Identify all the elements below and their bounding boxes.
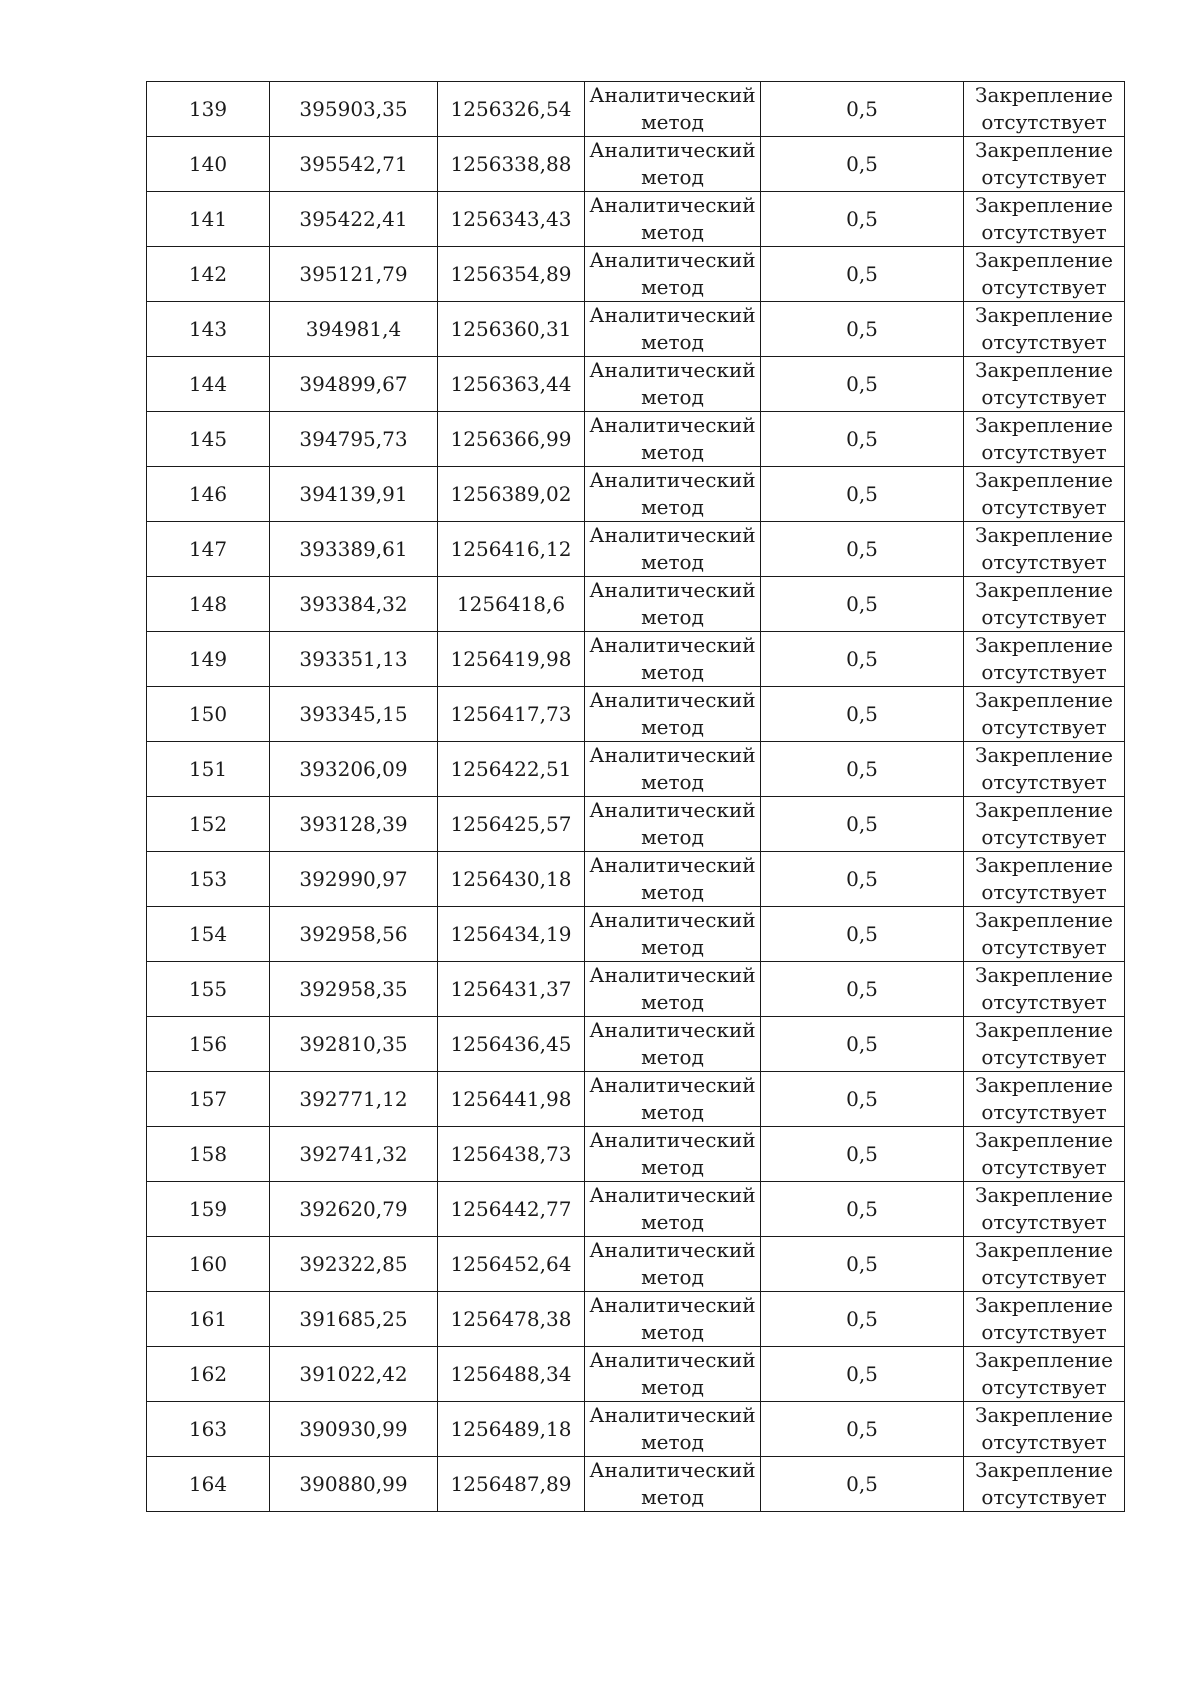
method-cell-line-2: метод <box>641 990 704 1014</box>
fixing-cell <box>964 1072 1125 1127</box>
method-cell-line-2: метод <box>641 1045 704 1069</box>
y-coordinate-cell: 1256478,38 <box>438 1292 585 1347</box>
table-row <box>147 1292 1125 1347</box>
fixing-cell-line-2: отсутствует <box>981 110 1107 134</box>
accuracy-cell: 0,5 <box>761 1402 964 1457</box>
coordinates-table <box>146 81 1125 1512</box>
fixing-cell <box>964 577 1125 632</box>
y-coordinate-cell: 1256419,98 <box>438 632 585 687</box>
method-cell <box>585 1237 761 1292</box>
y-coordinate-cell: 1256488,34 <box>438 1347 585 1402</box>
fixing-cell-line-1: Закрепление <box>975 853 1113 877</box>
accuracy-cell: 0,5 <box>761 522 964 577</box>
accuracy-cell: 0,5 <box>761 1182 964 1237</box>
fixing-cell-line-2: отсутствует <box>981 275 1107 299</box>
method-cell <box>585 412 761 467</box>
fixing-cell-line-1: Закрепление <box>975 248 1113 272</box>
method-cell <box>585 302 761 357</box>
table-row <box>147 357 1125 412</box>
fixing-cell <box>964 687 1125 742</box>
point-number-cell: 149 <box>147 632 270 687</box>
y-coordinate-cell: 1256418,6 <box>438 577 585 632</box>
table-row <box>147 907 1125 962</box>
fixing-cell-line-2: отсутствует <box>981 1485 1107 1509</box>
accuracy-cell: 0,5 <box>761 1237 964 1292</box>
table-row <box>147 467 1125 522</box>
point-number-cell: 164 <box>147 1457 270 1512</box>
method-cell-line-2: метод <box>641 1210 704 1234</box>
fixing-cell-line-1: Закрепление <box>975 1238 1113 1262</box>
fixing-cell <box>964 1182 1125 1237</box>
fixing-cell-line-1: Закрепление <box>975 578 1113 602</box>
accuracy-cell: 0,5 <box>761 577 964 632</box>
fixing-cell <box>964 852 1125 907</box>
point-number-cell: 161 <box>147 1292 270 1347</box>
method-cell <box>585 137 761 192</box>
point-number-cell: 151 <box>147 742 270 797</box>
y-coordinate-cell: 1256416,12 <box>438 522 585 577</box>
x-coordinate-cell: 395121,79 <box>270 247 438 302</box>
method-cell <box>585 797 761 852</box>
y-coordinate-cell: 1256430,18 <box>438 852 585 907</box>
fixing-cell-line-1: Закрепление <box>975 798 1113 822</box>
method-cell-line-2: метод <box>641 220 704 244</box>
method-cell-line-1: Аналитический <box>589 1403 756 1427</box>
x-coordinate-cell: 393345,15 <box>270 687 438 742</box>
method-cell <box>585 1292 761 1347</box>
x-coordinate-cell: 392810,35 <box>270 1017 438 1072</box>
method-cell-line-1: Аналитический <box>589 1458 756 1482</box>
fixing-cell-line-2: отсутствует <box>981 605 1107 629</box>
accuracy-cell: 0,5 <box>761 797 964 852</box>
accuracy-cell: 0,5 <box>761 1347 964 1402</box>
method-cell <box>585 1182 761 1237</box>
y-coordinate-cell: 1256434,19 <box>438 907 585 962</box>
method-cell-line-2: метод <box>641 715 704 739</box>
point-number-cell: 150 <box>147 687 270 742</box>
y-coordinate-cell: 1256441,98 <box>438 1072 585 1127</box>
method-cell <box>585 687 761 742</box>
fixing-cell-line-1: Закрепление <box>975 523 1113 547</box>
method-cell-line-1: Аналитический <box>589 908 756 932</box>
x-coordinate-cell: 390930,99 <box>270 1402 438 1457</box>
method-cell-line-2: метод <box>641 935 704 959</box>
x-coordinate-cell: 394795,73 <box>270 412 438 467</box>
table-row <box>147 247 1125 302</box>
fixing-cell-line-2: отсутствует <box>981 165 1107 189</box>
accuracy-cell: 0,5 <box>761 962 964 1017</box>
x-coordinate-cell: 394981,4 <box>270 302 438 357</box>
fixing-cell-line-1: Закрепление <box>975 1293 1113 1317</box>
y-coordinate-cell: 1256489,18 <box>438 1402 585 1457</box>
x-coordinate-cell: 391685,25 <box>270 1292 438 1347</box>
method-cell-line-2: метод <box>641 165 704 189</box>
fixing-cell <box>964 192 1125 247</box>
method-cell <box>585 962 761 1017</box>
point-number-cell: 141 <box>147 192 270 247</box>
method-cell-line-2: метод <box>641 550 704 574</box>
method-cell-line-1: Аналитический <box>589 743 756 767</box>
method-cell-line-2: метод <box>641 1430 704 1454</box>
point-number-cell: 153 <box>147 852 270 907</box>
accuracy-cell: 0,5 <box>761 82 964 137</box>
fixing-cell-line-2: отсутствует <box>981 385 1107 409</box>
method-cell-line-1: Аналитический <box>589 1128 756 1152</box>
fixing-cell-line-1: Закрепление <box>975 908 1113 932</box>
method-cell <box>585 247 761 302</box>
fixing-cell <box>964 1127 1125 1182</box>
method-cell-line-1: Аналитический <box>589 248 756 272</box>
fixing-cell-line-2: отсутствует <box>981 990 1107 1014</box>
x-coordinate-cell: 395422,41 <box>270 192 438 247</box>
method-cell-line-2: метод <box>641 1100 704 1124</box>
fixing-cell-line-1: Закрепление <box>975 193 1113 217</box>
fixing-cell <box>964 1237 1125 1292</box>
method-cell <box>585 632 761 687</box>
y-coordinate-cell: 1256343,43 <box>438 192 585 247</box>
table-row <box>147 412 1125 467</box>
method-cell <box>585 82 761 137</box>
fixing-cell-line-2: отсутствует <box>981 330 1107 354</box>
method-cell-line-1: Аналитический <box>589 303 756 327</box>
table-row <box>147 852 1125 907</box>
method-cell <box>585 467 761 522</box>
fixing-cell <box>964 1347 1125 1402</box>
point-number-cell: 147 <box>147 522 270 577</box>
method-cell-line-1: Аналитический <box>589 468 756 492</box>
fixing-cell-line-1: Закрепление <box>975 303 1113 327</box>
y-coordinate-cell: 1256366,99 <box>438 412 585 467</box>
y-coordinate-cell: 1256326,54 <box>438 82 585 137</box>
method-cell-line-1: Аналитический <box>589 853 756 877</box>
fixing-cell-line-2: отсутствует <box>981 440 1107 464</box>
point-number-cell: 148 <box>147 577 270 632</box>
fixing-cell-line-2: отсутствует <box>981 1155 1107 1179</box>
y-coordinate-cell: 1256417,73 <box>438 687 585 742</box>
accuracy-cell: 0,5 <box>761 907 964 962</box>
fixing-cell-line-1: Закрепление <box>975 1348 1113 1372</box>
accuracy-cell: 0,5 <box>761 742 964 797</box>
accuracy-cell: 0,5 <box>761 1072 964 1127</box>
method-cell-line-1: Аналитический <box>589 358 756 382</box>
fixing-cell <box>964 1402 1125 1457</box>
point-number-cell: 163 <box>147 1402 270 1457</box>
method-cell-line-2: метод <box>641 1265 704 1289</box>
fixing-cell-line-1: Закрепление <box>975 1128 1113 1152</box>
point-number-cell: 143 <box>147 302 270 357</box>
table-row <box>147 742 1125 797</box>
y-coordinate-cell: 1256452,64 <box>438 1237 585 1292</box>
method-cell-line-1: Аналитический <box>589 523 756 547</box>
method-cell <box>585 907 761 962</box>
x-coordinate-cell: 393128,39 <box>270 797 438 852</box>
y-coordinate-cell: 1256389,02 <box>438 467 585 522</box>
point-number-cell: 152 <box>147 797 270 852</box>
y-coordinate-cell: 1256422,51 <box>438 742 585 797</box>
method-cell <box>585 1017 761 1072</box>
x-coordinate-cell: 392958,56 <box>270 907 438 962</box>
table-row <box>147 1182 1125 1237</box>
x-coordinate-cell: 392741,32 <box>270 1127 438 1182</box>
fixing-cell-line-2: отсутствует <box>981 220 1107 244</box>
point-number-cell: 156 <box>147 1017 270 1072</box>
method-cell <box>585 1402 761 1457</box>
fixing-cell-line-1: Закрепление <box>975 743 1113 767</box>
accuracy-cell: 0,5 <box>761 302 964 357</box>
table-row <box>147 632 1125 687</box>
fixing-cell-line-2: отсутствует <box>981 1265 1107 1289</box>
fixing-cell-line-2: отсутствует <box>981 770 1107 794</box>
y-coordinate-cell: 1256438,73 <box>438 1127 585 1182</box>
accuracy-cell: 0,5 <box>761 1017 964 1072</box>
accuracy-cell: 0,5 <box>761 852 964 907</box>
method-cell-line-1: Аналитический <box>589 1073 756 1097</box>
x-coordinate-cell: 392620,79 <box>270 1182 438 1237</box>
fixing-cell <box>964 137 1125 192</box>
fixing-cell-line-1: Закрепление <box>975 358 1113 382</box>
accuracy-cell: 0,5 <box>761 687 964 742</box>
y-coordinate-cell: 1256363,44 <box>438 357 585 412</box>
method-cell-line-2: метод <box>641 330 704 354</box>
table-row <box>147 82 1125 137</box>
fixing-cell <box>964 1017 1125 1072</box>
accuracy-cell: 0,5 <box>761 412 964 467</box>
fixing-cell <box>964 82 1125 137</box>
method-cell-line-1: Аналитический <box>589 83 756 107</box>
x-coordinate-cell: 392958,35 <box>270 962 438 1017</box>
fixing-cell-line-1: Закрепление <box>975 1073 1113 1097</box>
coordinates-table-body <box>147 82 1125 1512</box>
fixing-cell-line-1: Закрепление <box>975 1403 1113 1427</box>
accuracy-cell: 0,5 <box>761 1457 964 1512</box>
point-number-cell: 144 <box>147 357 270 412</box>
fixing-cell-line-2: отсутствует <box>981 1430 1107 1454</box>
fixing-cell-line-2: отсутствует <box>981 660 1107 684</box>
fixing-cell <box>964 742 1125 797</box>
method-cell-line-1: Аналитический <box>589 138 756 162</box>
fixing-cell <box>964 632 1125 687</box>
fixing-cell-line-1: Закрепление <box>975 688 1113 712</box>
table-row <box>147 687 1125 742</box>
x-coordinate-cell: 394899,67 <box>270 357 438 412</box>
table-row <box>147 1347 1125 1402</box>
fixing-cell-line-1: Закрепление <box>975 468 1113 492</box>
method-cell-line-1: Аналитический <box>589 688 756 712</box>
accuracy-cell: 0,5 <box>761 357 964 412</box>
table-row <box>147 1017 1125 1072</box>
point-number-cell: 145 <box>147 412 270 467</box>
fixing-cell-line-2: отсутствует <box>981 935 1107 959</box>
point-number-cell: 139 <box>147 82 270 137</box>
point-number-cell: 157 <box>147 1072 270 1127</box>
table-row <box>147 522 1125 577</box>
method-cell <box>585 522 761 577</box>
x-coordinate-cell: 393351,13 <box>270 632 438 687</box>
method-cell-line-1: Аналитический <box>589 193 756 217</box>
x-coordinate-cell: 393206,09 <box>270 742 438 797</box>
x-coordinate-cell: 395903,35 <box>270 82 438 137</box>
point-number-cell: 142 <box>147 247 270 302</box>
method-cell-line-2: метод <box>641 110 704 134</box>
fixing-cell <box>964 357 1125 412</box>
table-row <box>147 1457 1125 1512</box>
method-cell <box>585 1127 761 1182</box>
table-row <box>147 1237 1125 1292</box>
fixing-cell-line-1: Закрепление <box>975 1018 1113 1042</box>
point-number-cell: 158 <box>147 1127 270 1182</box>
fixing-cell <box>964 962 1125 1017</box>
fixing-cell-line-2: отсутствует <box>981 495 1107 519</box>
fixing-cell-line-2: отсутствует <box>981 715 1107 739</box>
method-cell-line-2: метод <box>641 1155 704 1179</box>
x-coordinate-cell: 393384,32 <box>270 577 438 632</box>
method-cell-line-1: Аналитический <box>589 633 756 657</box>
y-coordinate-cell: 1256436,45 <box>438 1017 585 1072</box>
method-cell-line-2: метод <box>641 385 704 409</box>
fixing-cell-line-2: отсутствует <box>981 1045 1107 1069</box>
method-cell-line-2: метод <box>641 495 704 519</box>
point-number-cell: 154 <box>147 907 270 962</box>
method-cell <box>585 577 761 632</box>
fixing-cell <box>964 1457 1125 1512</box>
x-coordinate-cell: 394139,91 <box>270 467 438 522</box>
method-cell-line-2: метод <box>641 770 704 794</box>
method-cell-line-1: Аналитический <box>589 798 756 822</box>
fixing-cell-line-1: Закрепление <box>975 963 1113 987</box>
table-row <box>147 962 1125 1017</box>
method-cell-line-1: Аналитический <box>589 963 756 987</box>
y-coordinate-cell: 1256431,37 <box>438 962 585 1017</box>
y-coordinate-cell: 1256360,31 <box>438 302 585 357</box>
y-coordinate-cell: 1256338,88 <box>438 137 585 192</box>
table-row <box>147 137 1125 192</box>
method-cell-line-2: метод <box>641 1320 704 1344</box>
method-cell-line-1: Аналитический <box>589 1183 756 1207</box>
method-cell-line-2: метод <box>641 825 704 849</box>
method-cell-line-2: метод <box>641 1485 704 1509</box>
method-cell-line-2: метод <box>641 880 704 904</box>
x-coordinate-cell: 391022,42 <box>270 1347 438 1402</box>
fixing-cell-line-2: отсутствует <box>981 1100 1107 1124</box>
method-cell <box>585 192 761 247</box>
y-coordinate-cell: 1256425,57 <box>438 797 585 852</box>
y-coordinate-cell: 1256487,89 <box>438 1457 585 1512</box>
method-cell <box>585 1347 761 1402</box>
method-cell-line-1: Аналитический <box>589 1293 756 1317</box>
fixing-cell-line-2: отсутствует <box>981 825 1107 849</box>
x-coordinate-cell: 392990,97 <box>270 852 438 907</box>
fixing-cell-line-1: Закрепление <box>975 83 1113 107</box>
fixing-cell <box>964 412 1125 467</box>
fixing-cell-line-2: отсутствует <box>981 1375 1107 1399</box>
x-coordinate-cell: 392322,85 <box>270 1237 438 1292</box>
x-coordinate-cell: 393389,61 <box>270 522 438 577</box>
method-cell <box>585 742 761 797</box>
accuracy-cell: 0,5 <box>761 247 964 302</box>
table-row <box>147 1127 1125 1182</box>
fixing-cell <box>964 302 1125 357</box>
x-coordinate-cell: 392771,12 <box>270 1072 438 1127</box>
accuracy-cell: 0,5 <box>761 192 964 247</box>
method-cell-line-2: метод <box>641 660 704 684</box>
method-cell-line-1: Аналитический <box>589 1018 756 1042</box>
table-row <box>147 797 1125 852</box>
method-cell <box>585 357 761 412</box>
method-cell <box>585 852 761 907</box>
point-number-cell: 159 <box>147 1182 270 1237</box>
method-cell-line-1: Аналитический <box>589 413 756 437</box>
fixing-cell-line-2: отсутствует <box>981 1320 1107 1344</box>
table-row <box>147 1072 1125 1127</box>
accuracy-cell: 0,5 <box>761 137 964 192</box>
table-row <box>147 302 1125 357</box>
fixing-cell <box>964 522 1125 577</box>
x-coordinate-cell: 395542,71 <box>270 137 438 192</box>
point-number-cell: 155 <box>147 962 270 1017</box>
method-cell-line-2: метод <box>641 1375 704 1399</box>
method-cell-line-2: метод <box>641 440 704 464</box>
table-row <box>147 577 1125 632</box>
fixing-cell-line-1: Закрепление <box>975 1183 1113 1207</box>
method-cell <box>585 1457 761 1512</box>
fixing-cell-line-2: отсутствует <box>981 880 1107 904</box>
accuracy-cell: 0,5 <box>761 467 964 522</box>
fixing-cell-line-1: Закрепление <box>975 1458 1113 1482</box>
y-coordinate-cell: 1256442,77 <box>438 1182 585 1237</box>
fixing-cell <box>964 797 1125 852</box>
method-cell <box>585 1072 761 1127</box>
method-cell-line-1: Аналитический <box>589 1348 756 1372</box>
fixing-cell <box>964 1292 1125 1347</box>
fixing-cell-line-2: отсутствует <box>981 550 1107 574</box>
point-number-cell: 162 <box>147 1347 270 1402</box>
fixing-cell-line-1: Закрепление <box>975 413 1113 437</box>
accuracy-cell: 0,5 <box>761 632 964 687</box>
table-row <box>147 192 1125 247</box>
fixing-cell <box>964 247 1125 302</box>
fixing-cell <box>964 467 1125 522</box>
point-number-cell: 160 <box>147 1237 270 1292</box>
fixing-cell-line-2: отсутствует <box>981 1210 1107 1234</box>
x-coordinate-cell: 390880,99 <box>270 1457 438 1512</box>
fixing-cell <box>964 907 1125 962</box>
method-cell-line-1: Аналитический <box>589 1238 756 1262</box>
point-number-cell: 146 <box>147 467 270 522</box>
table-row <box>147 1402 1125 1457</box>
fixing-cell-line-1: Закрепление <box>975 633 1113 657</box>
y-coordinate-cell: 1256354,89 <box>438 247 585 302</box>
accuracy-cell: 0,5 <box>761 1292 964 1347</box>
method-cell-line-2: метод <box>641 605 704 629</box>
method-cell-line-2: метод <box>641 275 704 299</box>
method-cell-line-1: Аналитический <box>589 578 756 602</box>
point-number-cell: 140 <box>147 137 270 192</box>
fixing-cell-line-1: Закрепление <box>975 138 1113 162</box>
accuracy-cell: 0,5 <box>761 1127 964 1182</box>
